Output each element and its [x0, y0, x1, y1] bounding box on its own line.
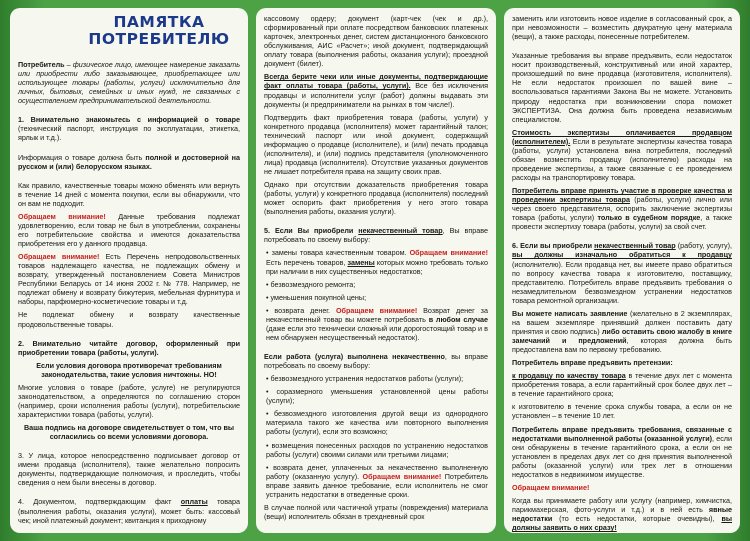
work-quality-a: Если работа (услуга) выполнена — [264, 352, 393, 361]
claims-text: Указанные требования вы вправе предъявить, если недостаток носит производственный, конструктивный или иной характер, произошедший по вине продавца (изготовителя, исполнителя). Не если недостаток произошел по вашей вине – воспользоваться гарантиями Закона Вы не можете. Установить природу недостатка при возникновении спора поможет ЭКСПЕРТИЗА. Она должна быть проведена независимым специалистом. — [512, 51, 732, 124]
section-1 — [18, 115, 240, 142]
section-5 — [264, 226, 488, 244]
participation-court: только в судебном порядке — [597, 213, 701, 223]
exchange-rule: Как правило, качественные товары можно обменять или вернуть в течение 14 дней с момента покупки, если вы обнаружили, что он вам не подходит. — [18, 180, 240, 208]
petition-b: (желательно в 2 экземплярах, на вашем экземпляре принявший должен поставить дату принятия и свою подпись) — [512, 308, 732, 336]
section-4-payment: оплаты — [180, 497, 208, 507]
expertise-cost — [512, 128, 732, 182]
consumer-definition-text: – физическое лицо, имеющее намерение заказать или приобрести либо заказывающее, приобретающее или использующее товары (работы, услуги) исключительно для личных, бытовых, семейных и иных нужд, не связанных с осуществлением предпринимательской деятельности. — [18, 60, 240, 106]
visible-defects-d: вы должны заявить о них сразу! — [512, 514, 732, 533]
material-continued: заменить или изготовить новое изделие в согласованный срок, а при невозможности – возместить двукратную цену материала (вещи), а также расходы, понесенные потребителем. — [512, 14, 732, 42]
section-4-a: 4. Документом, подтверждающим факт — [18, 497, 181, 507]
section-4-b: товара (выполнения работы, оказания услуги), может быть: кассовый чек; иной платежный документ; квитанция к приходному — [18, 497, 241, 525]
term-seller-text: в течение двух лет с момента приобретения товара, а если гарантийный срок более двух лет – в течение гарантийного срока; — [512, 371, 732, 399]
attention-label: Обращаем внимание! — [18, 211, 106, 221]
bullet-4-any-case: в любом случае — [428, 314, 488, 324]
language-note — [18, 153, 240, 171]
attention-label: Обращаем внимание! — [335, 305, 418, 315]
keep-receipts-head: Всегда берите чеки или иные документы, подтверждающие факт оплаты товара (работы, услуги). — [264, 72, 488, 91]
work-defects-text: , если они обнаружены в течение гарантийного срока, а если он не установлен в пределах двух лет со дня принятия выполненной работы (оказанной услуги) или трех лет в отношении недостатков в недвижимом имуществе. — [512, 433, 732, 479]
attention-label: Обращаем внимание! — [18, 252, 100, 262]
section-5-a: 5. Если Вы приобрели — [264, 226, 359, 236]
list-item: • возмещения понесенных расходов по устранению недостатков работы (услуги) своими силами или третьими лицами; — [266, 440, 488, 459]
purchase-evidence: Однако при отсутствии доказательств приобретения товара (работы, услуги) у конкретного продавца (исполнителя) последний может оспорить факт приобретения у него этого товара (выполнения работы, оказания услуги). — [264, 180, 488, 217]
page-title — [78, 14, 240, 48]
attention-2 — [18, 252, 240, 306]
section-1-head: 1. Внимательно знакомьтесь с информацией о товаре — [18, 115, 240, 125]
title-line-1: ПАМЯТКА — [113, 13, 205, 31]
bullet-1-c: которых можно требовать только при наличии в них существенных недостатков; — [266, 257, 488, 276]
bullet-1-b: Есть перечень товаров, — [266, 257, 348, 267]
payment-docs: кассовому ордеру; документ (карт-чек (чек и др.), сформированный при оплате посредством банковских платежных карточек, электронных денег, систем дистанционного банковского обслуживания, АИС «Расчет»; иной документ, подтверждающий оплату товара (выполнения работы, оказания услуги); проездной документ (билет). — [264, 14, 488, 69]
bullet-1-a: • замены товара качественным товаром. — [266, 248, 410, 258]
bullet-4-b: Возврат денег за некачественный товар вы можете потребовать — [266, 305, 488, 324]
participation-d: , а также провести экспертизу товара (работы, услуги) за свой счет. — [512, 213, 732, 232]
petition-d: , которая должна быть предоставлена вам по первому требованию. — [512, 336, 732, 355]
list-item: • уменьшения покупной цены; — [266, 292, 367, 302]
section-2-signature: Ваша подпись на договоре свидетельствует о том, что вы согласились со всеми условиями договора. — [23, 423, 235, 442]
visible-defects-c: (то есть недостатки, которые очевидны), — [552, 514, 722, 524]
purchase-confirmation: Подтвердить факт приобретения товара (работы, услуги) у конкретного продавца (исполнителя) может гарантийный талон; технический паспорт или иной документ, содержащий информацию о продавце (исполнителе), и (или) печать продавца (исполнителя), и (или) подпись представителя (уполномоченного лица) продавца (исполнителя). Отсутствие указанных документов не лишает потребителя права на защиту своих прав. — [264, 112, 488, 176]
work-5-b: Потребитель вправе заявить данное требование, если исполнитель не смог устранить недостатки в отведенные сроки. — [266, 471, 489, 499]
language-note-a: Информация о товаре должна быть — [18, 152, 146, 162]
term-seller — [512, 371, 732, 398]
consumer-term: Потребитель — [18, 60, 65, 69]
participation-head: Потребитель вправе принять участие в проверке качества и проведении экспертизы товара — [512, 186, 732, 205]
visible-defects — [512, 496, 732, 532]
attention-1 — [18, 212, 240, 248]
attention-label: Обращаем внимание! — [409, 248, 488, 258]
expertise-participation — [512, 186, 732, 231]
list-item: • безвозмездного изготовления другой вещи из однородного материала такого же качества или повторного выполнения работы (услуги), если это возможно; — [266, 409, 488, 437]
list-item — [264, 463, 488, 499]
petition-book: либо оставить свою жалобу в книге замечаний и предложений — [512, 326, 732, 345]
section-5-b: , Вы вправе потребовать по своему выбору: — [264, 226, 488, 245]
visible-defects-a: Когда вы принимаете работу или услугу (например, химчистка, парикмахерская, фото-услуги и т.д.) и в ней есть — [512, 495, 732, 514]
panel-middle — [256, 8, 496, 533]
list-item — [264, 306, 488, 342]
attention-2-text: Есть Перечень непродовольственных товаров надлежащего качества, не подлежащих обмену и возврату, утвержденный постановлением Совета Министров Республики Беларусь от 14 июня 2002 г. № 778. Например, не подлежат обмену и возврату бижутерия, мебельная фурнитура и наборы, парфюмерно-косметические товары и т.д. — [18, 252, 240, 307]
section-2-head: 2. Внимательно читайте договор, оформленный при приобретении товара (работы, услуги). — [18, 338, 240, 357]
attention-label: Обращаем внимание! — [512, 482, 590, 492]
panel-right — [504, 8, 740, 533]
term-seller-head: к продавцу по качеству товара — [512, 371, 626, 381]
attention-label: Обращаем внимание! — [362, 471, 442, 481]
food-exchange-rule: Не подлежат обмену и возврату качественные продовольственные товары. — [18, 310, 240, 329]
terms-head: Потребитель вправе предъявить претензии: — [512, 358, 673, 368]
section-6-defective: некачественный товар — [594, 241, 676, 251]
bullet-4-c: (даже если это технически сложный или дорогостоящий товар и в нем обнаружен несущественный недостаток). — [266, 323, 488, 342]
list-item: • безвозмездного устранения недостатков работы (услуги); — [266, 374, 464, 384]
term-manufacturer: к изготовителю в течение срока службы товара, а если он не установлен – в течение 10 лет. — [512, 402, 732, 421]
participation-b: (работы, услуги) лично или через своего представителя, оспорить заключение экспертизы товара (работы, услуги) — [512, 195, 732, 223]
title-line-2: ПОТРЕБИТЕЛЮ — [88, 30, 230, 49]
bullet-4-a: • возврата денег. — [266, 305, 336, 315]
list-item — [264, 248, 488, 275]
list-item: • безвозмездного ремонта; — [266, 279, 356, 289]
section-5-defective: некачественный товар — [358, 226, 443, 236]
section-4 — [18, 497, 240, 524]
title-block — [18, 14, 240, 58]
material-loss: В случае полной или частичной утраты (повреждения) материала (вещи) исполнитель обязан в трехдневный срок — [264, 502, 488, 521]
section-6-a: 6. Если вы приобрели — [512, 241, 595, 251]
keep-receipts — [264, 72, 488, 108]
section-6-seller: вы должны изначально обратиться к продавцу — [512, 250, 732, 260]
section-6-d: (исполнителю). Если продавца нет, вы имеете право обратиться по вопросу качества товара к изготовителю, поставщику, представителю. Потребитель вправе предъявить требования о незамедлительном безвозмездном устранении недостатков товара ремонтной организации. — [512, 259, 732, 305]
keep-receipts-text: Все без исключения продавцы и исполнители услуг (работ) должны выдавать эти документы (и предприниматели на рынках в том числе!). — [264, 81, 488, 109]
work-5-a: • возврата денег, уплаченных за некачественно выполненную работу (оказанную услугу). — [266, 462, 488, 481]
petition — [512, 309, 732, 354]
section-6 — [512, 241, 732, 304]
work-defects — [512, 425, 732, 479]
attention-1-text: Данные требования подлежат удовлетворению, если товар не был в употреблении, сохранены его потребительские свойства и имеются доказательства приобретения его у данного продавца. — [18, 211, 240, 248]
panel-left — [10, 8, 248, 533]
expertise-cost-text: Если в результате экспертизы качества товара (работы, услуги) установлена вина потребителя, последний обязан возместить продавцу (исполнителю) расходы на проведение экспертизы, а также связанные с ее проведением расходы на транспортировку товара. — [512, 136, 732, 182]
bullet-1-replace: замены — [347, 257, 375, 267]
language-note-b: полной и достоверной на русском и (или) белорусском языках. — [18, 152, 240, 171]
work-quality-b: некачественно — [392, 352, 445, 361]
section-1-text: (технический паспорт, инструкция по эксплуатации, этикетка, ярлык и т.д.). — [18, 124, 240, 143]
section-2-text: Многие условия о товаре (работе, услуге) не регулируются законодательством, а определяются по соглашению сторон (например, сроки исполнения работы (услуги), потребительские характеристики товара (работы, услуги). — [18, 382, 240, 419]
visible-defects-b: явные недостатки — [512, 505, 732, 524]
section-2-bold: Если условия договора противоречат требованиям законодательства, такие условия ничтожны. НО! — [36, 360, 222, 379]
list-item: • соразмерного уменьшения установленной цены работы (услуги); — [266, 387, 488, 406]
consumer-definition — [18, 60, 240, 105]
work-quality — [264, 352, 488, 370]
section-6-b: (работу, услугу), — [675, 241, 732, 251]
expertise-cost-head: Стоимость экспертизы оплачивается продавцом (исполнителем). — [512, 127, 732, 146]
section-3: 3. У лица, которое непосредственно подписывает договор от имени продавца (исполнителя), также желательно попросить документы, подтверждающие полномочия, и проследить, чтобы сведения о нем были внесены в договор. — [18, 451, 240, 488]
petition-a: Вы можете написать заявление — [512, 308, 628, 318]
work-defects-head: Потребитель вправе предъявить требования, связанные с недостатками выполненной работы (оказанной услуги) — [512, 424, 732, 443]
work-quality-c: , вы вправе потребовать по своему выбору: — [264, 352, 489, 371]
